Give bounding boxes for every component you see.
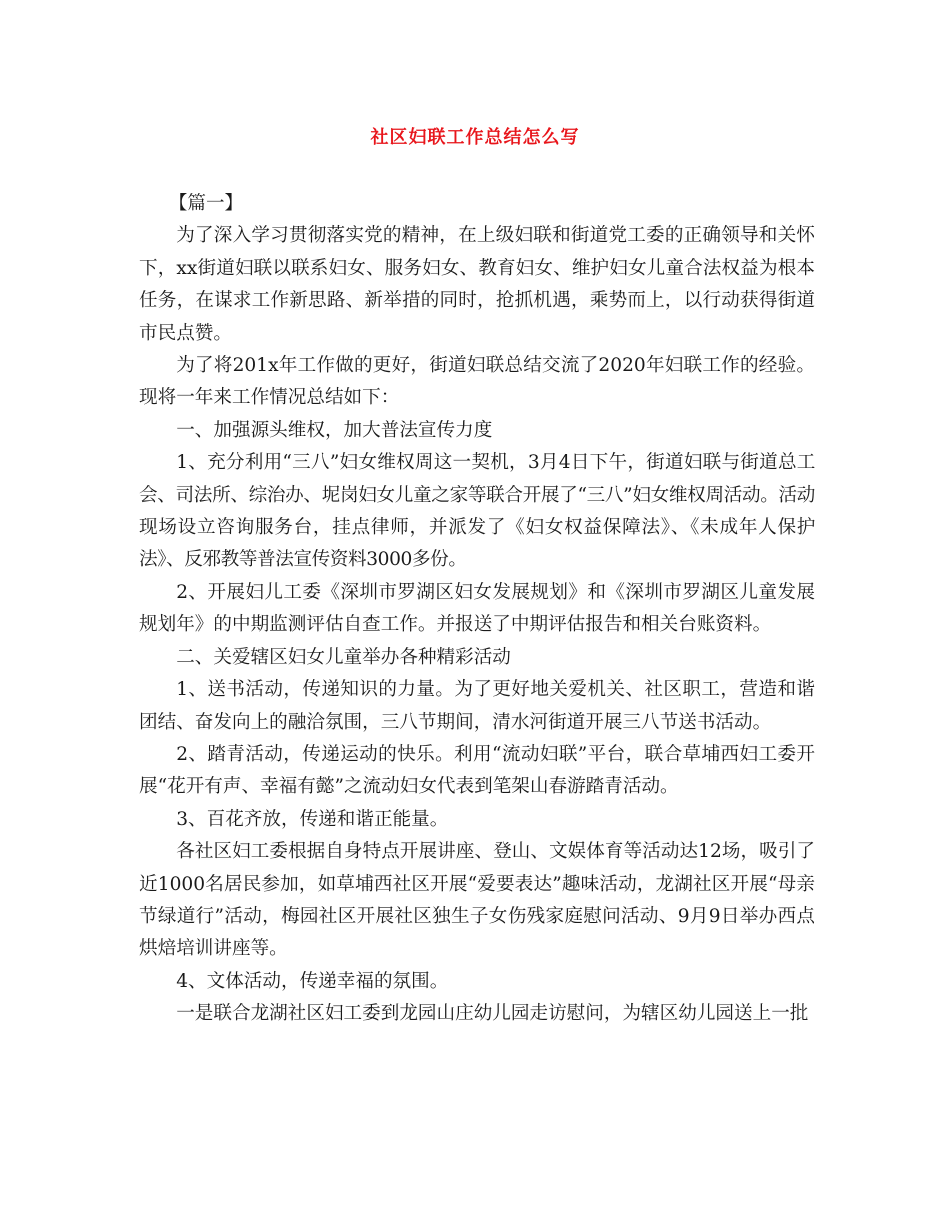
- heading-part-one: 一、加强源头维权，加大普法宣传力度: [176, 419, 493, 441]
- section-label: 【篇一】: [168, 193, 244, 214]
- paragraph-item-1-1: 1、充分利用“三八”妇女维权周这一契机，3月4日下午，街道妇联与街道总工会、司法所、综治办、坭岗妇女儿童之家等联合开展了“三八”妇女维权周活动。活动现场设立咨询服务台，挂点律师，并派发了《妇女权益保障法》、《未成年人保护法》、反邪教等普法宣传资料3000多份。: [139, 452, 815, 571]
- paragraph-item-2-1: 1、送书活动，传递知识的力量。为了更好地关爱机关、社区职工，营造和谐团结、奋发向上的融洽氛围，三八节期间，清水河街道开展三八节送书活动。: [139, 679, 815, 733]
- paragraph-summary-intro: 为了将201x年工作做的更好，街道妇联总结交流了2020年妇联工作的经验。现将一年来工作情况总结如下：: [139, 355, 815, 409]
- paragraph-activities: 各社区妇工委根据自身特点开展讲座、登山、文娱体育等活动达12场，吸引了近1000名居民参加，如草埔西社区开展“爱要表达”趣味活动，龙湖社区开展“母亲节绿道行”活动，梅园社区开展社区独生子女伤残家庭慰问活动、9月9日举办西点烘焙培训讲座等。: [139, 841, 815, 960]
- paragraph-item-2-3: 3、百花齐放，传递和谐正能量。: [176, 808, 449, 830]
- paragraph-item-1-2: 2、开展妇儿工委《深圳市罗湖区妇女发展规划》和《深圳市罗湖区儿童发展规划年》的中期监测评估自查工作。并报送了中期评估报告和相关台账资料。: [139, 581, 815, 636]
- heading-part-two: 二、关爱辖区妇女儿童举办各种精彩活动: [176, 646, 511, 668]
- paragraph-visit: 一是联合龙湖社区妇工委到龙园山庄幼儿园走访慰问，为辖区幼儿园送上一批: [176, 1003, 809, 1025]
- document-title: 社区妇联工作总结怎么写: [370, 127, 580, 148]
- paragraph-intro: 为了深入学习贯彻落实党的精神，在上级妇联和街道党工委的正确领导和关怀下，xx街道妇联以联系妇女、服务妇女、教育妇女、维护妇女儿童合法权益为根本任务，在谋求工作新思路、新举措的同时，抢抓机遇，乘势而上，以行动获得街道市民点赞。: [139, 225, 815, 344]
- document-body: [139, 188, 815, 1031]
- paragraph-item-2-2: 2、踏青活动，传递运动的快乐。利用“流动妇联”平台，联合草埔西妇工委开展“花开有声、幸福有懿”之流动妇女代表到笔架山春游踏青活动。: [139, 743, 815, 798]
- paragraph-item-2-4: 4、文体活动，传递幸福的氛围。: [176, 970, 449, 992]
